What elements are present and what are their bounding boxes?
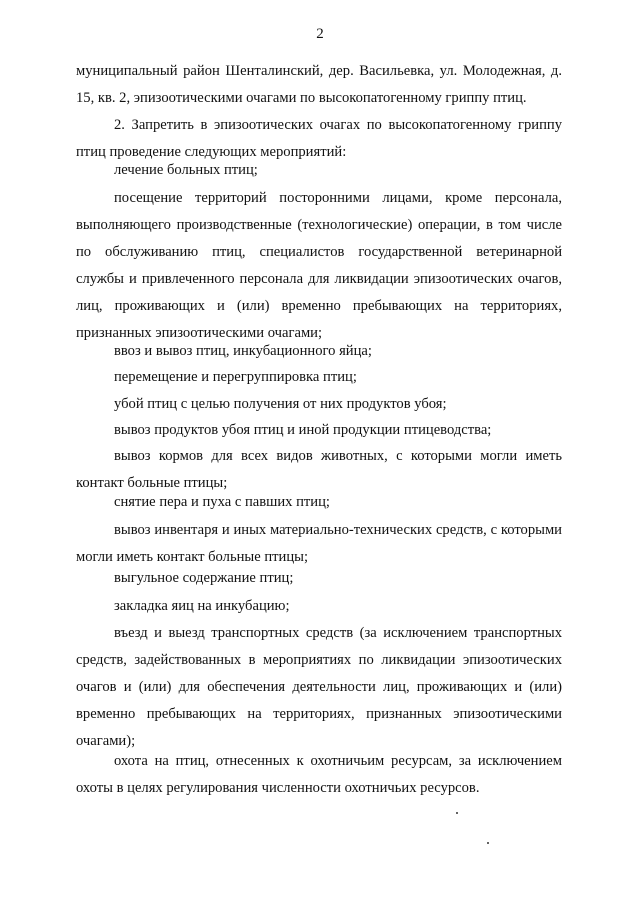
scan-speck xyxy=(487,842,489,844)
list-item: охота на птиц, отнесенных к охотничьим ресурсам, за исключением охоты в целях регулирования численности охотничьих ресурсов. xyxy=(76,753,562,796)
list-item: въезд и выезд транспортных средств (за исключением транспортных средств, задействованных в мероприятиях по ликвидации эпизоотических очагов и (или) для обеспечения деятельности лиц, проживающих и (или) временно пребывающих на территориях, признанных эпизоотическими очагами); xyxy=(76,625,562,749)
list-item: посещение территорий посторонними лицами, кроме персонала, выполняющего производственные (технологические) операции, в том числе по обслуживанию птиц, специалистов государственной ветеринарной службы и привлеченного персонала для ликвидации эпизоотических очагов, лиц, проживающих и (или) временно пребывающих на территориях, признанных эпизоотическими очагами; xyxy=(76,190,562,341)
list-item: вывоз продуктов убоя птиц и иной продукции птицеводства; xyxy=(114,422,492,438)
list-item: ввоз и вывоз птиц, инкубационного яйца; xyxy=(114,343,372,359)
list-item: вывоз кормов для всех видов животных, с которыми могли иметь контакт больные птицы; xyxy=(76,448,562,491)
page-number: 2 xyxy=(316,26,324,42)
scan-speck xyxy=(456,812,458,814)
list-item: выгульное содержание птиц; xyxy=(114,570,294,586)
paragraph-item-2: 2. Запретить в эпизоотических очагах по высокопатогенному гриппу птиц проведение следующих мероприятий: xyxy=(76,117,562,160)
list-item: убой птиц с целью получения от них продуктов убоя; xyxy=(114,396,447,412)
list-item: лечение больных птиц; xyxy=(114,162,258,178)
list-item: вывоз инвентаря и иных материально-технических средств, с которыми могли иметь контакт больные птицы; xyxy=(76,522,562,565)
list-item: снятие пера и пуха с павших птиц; xyxy=(114,494,330,510)
paragraph-address-continuation: муниципальный район Шенталинский, дер. Васильевка, ул. Молодежная, д. 15, кв. 2, эпизоотическими очагами по высокопатогенному гриппу птиц. xyxy=(76,63,562,106)
list-item: перемещение и перегруппировка птиц; xyxy=(114,369,357,385)
list-item: закладка яиц на инкубацию; xyxy=(114,598,290,614)
